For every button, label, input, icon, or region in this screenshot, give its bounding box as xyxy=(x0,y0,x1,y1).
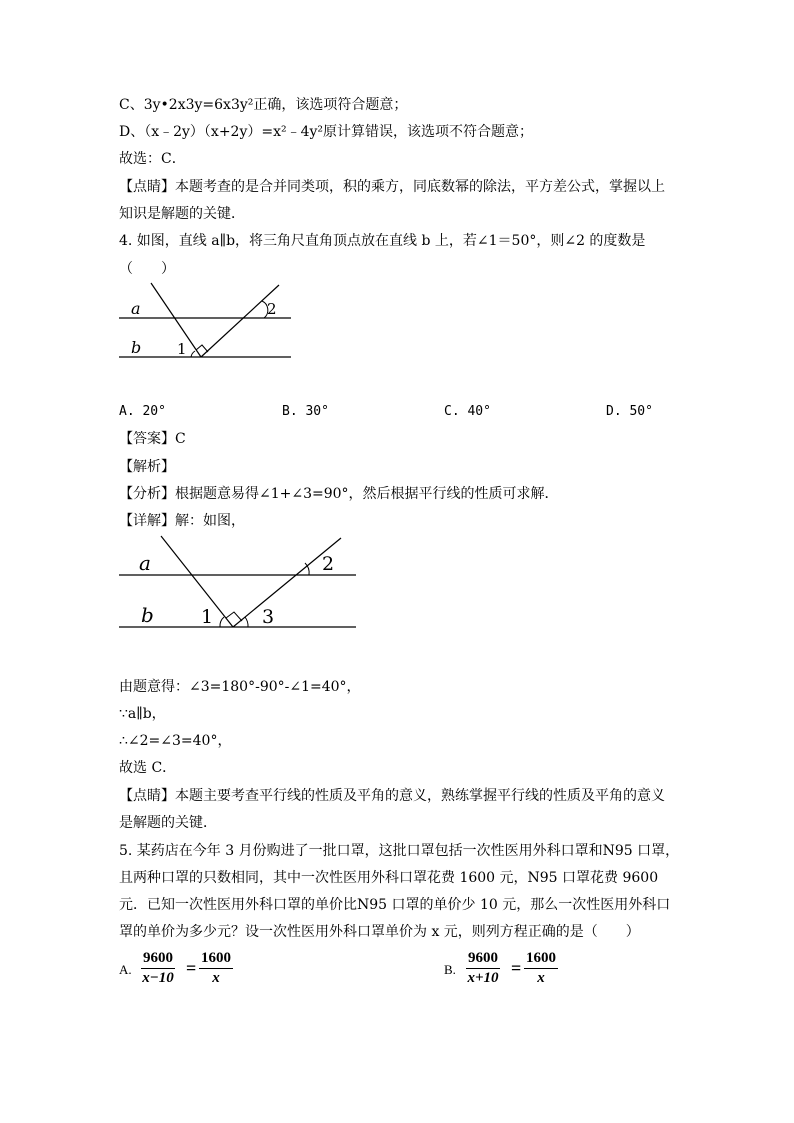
q5-option-b-right-fraction xyxy=(524,950,558,987)
analysis-text: 【分析】根据题意易得∠1+∠3=90°，然后根据平行线的性质可求解． xyxy=(119,486,559,502)
question-4-stem: 4. 如图，直线 a∥b，将三角尺直角顶点放在直线 b 上，若∠1＝50°，则∠2 的度数是 xyxy=(119,233,646,249)
q5-option-b-label: B. xyxy=(444,962,456,977)
q5-option-b-left-fraction xyxy=(466,950,500,987)
solution-option-c: C、3y•2x3y=6x3y²正确，该选项符合题意； xyxy=(119,97,408,113)
solution-conclusion: 故选 C． xyxy=(119,760,177,776)
label-angle-2: 2 xyxy=(267,300,277,318)
label-angle-3: 3 xyxy=(262,606,275,628)
solution-option-d: D、（x﹣2y）（x+2y）=x²﹣4y²原计算错误，该选项不符合题意； xyxy=(119,124,534,140)
question-5-line-1: 5. 某药店在今年 3 月份购进了一批口罩，这批口罩包括一次性医用外科口罩和N95 口罩， xyxy=(119,843,680,859)
remark-line-2: 知识是解题的关键． xyxy=(119,206,245,222)
analysis-label: 【解析】 xyxy=(119,459,175,475)
label-b: b xyxy=(141,603,154,627)
q5-option-a-label: A. xyxy=(119,962,132,977)
label-a: a xyxy=(131,299,141,318)
label-a: a xyxy=(139,551,151,575)
label-angle-1: 1 xyxy=(201,606,214,628)
solution-step-3: ∴∠2=∠3=40°， xyxy=(119,733,232,749)
q4-option-a: A. 20° xyxy=(119,404,166,419)
denominator: x+10 xyxy=(467,970,499,986)
numerator: 1600 xyxy=(199,950,233,969)
q4-option-d: D. 50° xyxy=(606,404,653,419)
equals-sign: = xyxy=(186,958,197,978)
question-5-line-2: 且两种口罩的只数相同，其中一次性医用外科口罩花费 1600 元，N95 口罩花费 9600 xyxy=(119,870,659,886)
remark-2-line-1: 【点睛】本题主要考查平行线的性质及平角的意义，熟练掌握平行线的性质及平角的意义 xyxy=(119,788,665,804)
label-b: b xyxy=(131,338,142,357)
remark-2-line-2: 是解题的关键． xyxy=(119,815,217,831)
detailed-solution-label: 【详解】解：如图， xyxy=(119,513,245,529)
numerator: 9600 xyxy=(466,950,500,969)
figure-parallel-lines-1 xyxy=(119,280,299,370)
denominator: x xyxy=(537,970,545,986)
denominator: x−10 xyxy=(142,970,174,986)
numerator: 9600 xyxy=(141,950,175,969)
question-5-line-4: 罩的单价为多少元？设一次性医用外科口罩单价为 x 元，则列方程正确的是（ ） xyxy=(119,924,640,940)
label-angle-1: 1 xyxy=(177,340,187,358)
figure-parallel-lines-2 xyxy=(119,533,359,633)
question-4-parens: （ ） xyxy=(119,261,175,277)
q4-option-c: C. 40° xyxy=(444,404,491,419)
equals-sign: = xyxy=(511,958,522,978)
numerator: 1600 xyxy=(524,950,558,969)
q4-option-b: B. 30° xyxy=(282,404,329,419)
q5-option-a-right-fraction xyxy=(199,950,233,987)
answer-label: 【答案】C xyxy=(119,431,186,447)
denominator: x xyxy=(212,970,220,986)
q5-option-a-left-fraction xyxy=(141,950,175,987)
choice-conclusion: 故选：C． xyxy=(119,151,186,167)
label-angle-2: 2 xyxy=(322,553,335,575)
remark-line-1: 【点睛】本题考查的是合并同类项，积的乘方，同底数幂的除法，平方差公式，掌握以上 xyxy=(119,179,665,195)
solution-step-2: ∵a∥b， xyxy=(119,706,166,722)
question-5-line-3: 元．已知一次性医用外科口罩的单价比N95 口罩的单价少 10 元，那么一次性医用外科口 xyxy=(119,897,671,913)
solution-step-1: 由题意得：∠3=180°-90°-∠1=40°， xyxy=(119,679,361,695)
